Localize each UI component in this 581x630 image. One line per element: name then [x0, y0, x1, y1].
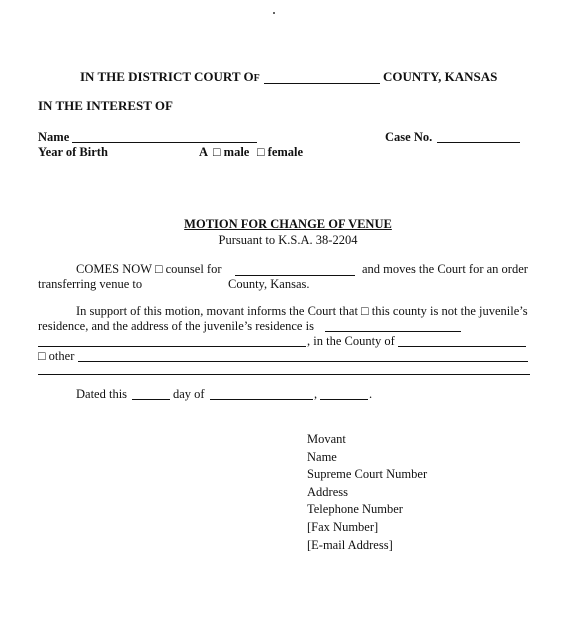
male-checkbox[interactable]: □ male — [213, 145, 250, 159]
court-heading-left — [80, 70, 260, 86]
name-label: Name — [38, 130, 70, 144]
case-no-blank-line[interactable] — [437, 142, 520, 143]
signature-supreme-court-number: Supreme Court Number — [307, 467, 428, 482]
residence-address-blank-line[interactable] — [325, 331, 461, 332]
day-of-text: day of — [173, 387, 205, 401]
interest-of-heading: IN THE INTEREST OF — [38, 98, 173, 113]
support-text-line1: In support of this motion, movant informs the Court that □ this county is not the juvenile’s — [76, 304, 528, 318]
motion-subtitle: Pursuant to K.S.A. 38-2204 — [218, 233, 358, 247]
signature-name: Name — [307, 449, 337, 464]
name-blank-line[interactable] — [72, 142, 257, 143]
year-of-birth-label: Year of Birth — [38, 145, 108, 159]
day-blank-line[interactable] — [132, 399, 170, 400]
dated-comma: , — [314, 387, 318, 401]
case-no-label: Case No. — [385, 130, 433, 144]
month-blank-line[interactable] — [210, 399, 313, 400]
dated-period: . — [369, 387, 373, 401]
year-blank-line[interactable] — [320, 399, 368, 400]
support-text-line2: residence, and the address of the juvenile’s residence is — [38, 319, 314, 333]
court-heading-right: COUNTY, KANSAS — [383, 69, 498, 84]
county-of-blank-line[interactable] — [398, 346, 526, 347]
moves-court-text: and moves the Court for an order — [362, 262, 528, 276]
other-continued-blank-line[interactable] — [38, 374, 530, 375]
other-blank-line[interactable] — [78, 361, 528, 362]
motion-title: MOTION FOR CHANGE OF VENUE — [184, 217, 392, 231]
other-checkbox[interactable]: □ other — [38, 349, 75, 363]
comes-now-text: COMES NOW □ counsel for — [76, 262, 222, 276]
address-continued-blank-line[interactable] — [38, 346, 306, 347]
transferring-venue-text: transferring venue to — [38, 277, 143, 291]
court-heading-small-f: F — [253, 73, 260, 84]
court-heading-text: IN THE DISTRICT COURT O — [80, 69, 254, 84]
signature-address: Address — [307, 484, 348, 499]
signature-email: [E-mail Address] — [307, 537, 393, 552]
female-checkbox[interactable]: □ female — [257, 145, 304, 159]
in-county-of-text: , in the County of — [307, 334, 395, 348]
venue-county-blank[interactable] — [146, 290, 226, 291]
counsel-for-blank-line[interactable] — [235, 275, 355, 276]
gender-prefix: A — [199, 145, 209, 159]
signature-movant: Movant — [307, 432, 346, 446]
signature-block — [307, 431, 427, 554]
stray-dot — [273, 12, 275, 14]
county-kansas-text: County, Kansas. — [228, 277, 310, 291]
signature-fax: [Fax Number] — [307, 519, 379, 534]
dated-this-text: Dated this — [76, 387, 128, 401]
county-blank-line[interactable] — [264, 83, 380, 84]
signature-telephone: Telephone Number — [307, 502, 403, 517]
